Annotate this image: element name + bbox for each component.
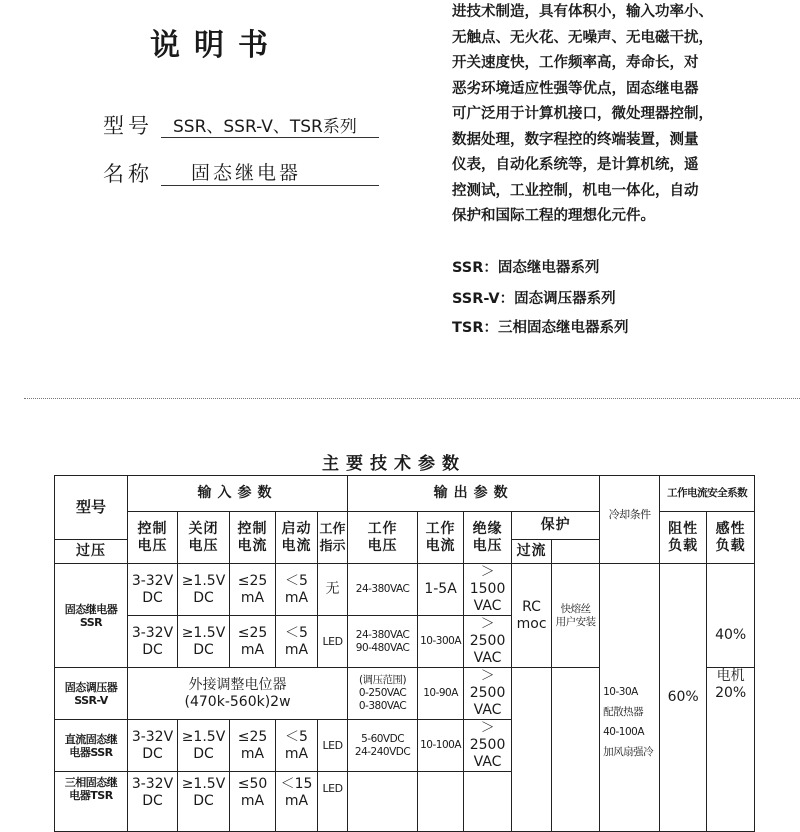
cell-insulation-voltage xyxy=(464,772,512,832)
cell-work-voltage: 24-380VAC 90-480VAC xyxy=(348,616,418,668)
intro-line: 数据处理，数字程控的终端装置，测量 xyxy=(452,131,699,148)
cell-work-current: 10-90A xyxy=(418,668,464,720)
header-start-current: 启动 电流 xyxy=(276,512,318,564)
cell-work-voltage xyxy=(348,772,418,832)
model-label: 型号 xyxy=(103,114,153,138)
cell-work-voltage: 5-60VDC 24-240VDC xyxy=(348,720,418,772)
cell-off-voltage: ≥1.5V DC xyxy=(178,720,230,772)
ssrv-model-name: 固态调压器 SSR-V xyxy=(55,668,128,720)
header-input: 输入参数 xyxy=(128,476,348,512)
model-value: SSR、SSR-V、TSR系列 xyxy=(161,112,379,138)
table-title: 主要技术参数 xyxy=(322,454,466,474)
ssr-model-name: 固态继电器 SSR xyxy=(55,564,128,668)
intro-line: 仪表，自动化系统等，是计算机统，遥 xyxy=(452,157,699,173)
name-value: 固态继电器 xyxy=(161,158,379,186)
cell-start-current: ＜5 mA xyxy=(276,616,318,668)
cell-off-voltage: ≥1.5V DC xyxy=(178,616,230,668)
header-safety: 工作电流安全系数 xyxy=(660,476,755,512)
cell-overcurrent-empty xyxy=(552,668,600,832)
model-field xyxy=(103,110,357,140)
intro-line: 恶劣环境适应性强等优点，固态继电器 xyxy=(452,80,699,97)
header-ctrl-voltage: 控制 电压 xyxy=(128,512,178,564)
cell-ctrl-current: ≤25 mA xyxy=(230,564,276,616)
cell-rc-moc: RC moc xyxy=(512,564,552,668)
name-label: 名称 xyxy=(103,162,153,186)
header-protection: 保护 xyxy=(512,512,600,540)
name-field xyxy=(103,158,302,188)
cell-ctrl-voltage: 3-32V DC xyxy=(128,772,178,832)
cell-overvoltage-empty xyxy=(512,668,552,832)
cell-start-current: ＜5 mA xyxy=(276,564,318,616)
cell-inductive-motor: 电机 20% xyxy=(707,668,755,832)
cell-indicator: LED xyxy=(318,720,348,772)
header-cooling: 冷却条件 xyxy=(600,476,660,564)
cell-work-current: 1-5A xyxy=(418,564,464,616)
intro-line: 进技术制造，具有体积小，输入功率小、 xyxy=(452,4,713,20)
header-ctrl-current: 控制 电流 xyxy=(230,512,276,564)
cell-ctrl-current: ≤25 mA xyxy=(230,616,276,668)
spec-table xyxy=(54,475,755,832)
intro-line: 开关速度快，工作频率高，寿命长，对 xyxy=(452,55,699,71)
header-model: 型号 xyxy=(55,476,128,540)
header-overcurrent: 过流 xyxy=(512,540,552,564)
series-tsr: TSR：三相固态继电器系列 xyxy=(452,320,629,336)
intro-paragraph xyxy=(452,0,798,230)
cell-fuse: 快熔丝 用户安装 xyxy=(552,564,600,668)
cell-indicator: LED xyxy=(318,616,348,668)
cell-start-current: ＜5 mA xyxy=(276,720,318,772)
cell-work-voltage: 24-380VAC xyxy=(348,564,418,616)
header-overvoltage: 过压 xyxy=(55,540,128,564)
dotted-divider xyxy=(24,398,800,399)
header-resistive-load: 阻性 负载 xyxy=(660,512,707,564)
intro-line: 控测试，工业控制，机电一体化，自动 xyxy=(452,182,699,199)
cell-ctrl-voltage: 3-32V DC xyxy=(128,720,178,772)
cell-indicator: LED xyxy=(318,772,348,832)
header-indicator: 工作 指示 xyxy=(318,512,348,564)
cell-insulation-voltage: ＞1500 VAC xyxy=(464,564,512,616)
header-output: 输出参数 xyxy=(348,476,600,512)
cell-indicator: 无 xyxy=(318,564,348,616)
cell-ctrl-current: ≤25 mA xyxy=(230,720,276,772)
intro-line: 可广泛用于计算机接口，微处理器控制， xyxy=(452,106,713,122)
cell-start-current: ＜15 mA xyxy=(276,772,318,832)
series-ssr-v: SSR-V：固态调压器系列 xyxy=(452,291,616,307)
header-inductive-load: 感性 负载 xyxy=(707,512,755,564)
series-ssr: SSR：固态继电器系列 xyxy=(452,260,600,276)
cell-work-current: 10-300A xyxy=(418,616,464,668)
document-title: 说明书 xyxy=(150,28,282,63)
intro-line: 保护和国际工程的理想化元件。 xyxy=(452,208,655,224)
intro-line: 无触点、无火花、无噪声、无电磁干扰， xyxy=(452,29,713,46)
cell-insulation-voltage: ＞2500 VAC xyxy=(464,616,512,668)
cell-work-current: 10-100A xyxy=(418,720,464,772)
table-row xyxy=(55,564,755,616)
header-work-voltage: 工作 电压 xyxy=(348,512,418,564)
cell-ctrl-current: ≤50 mA xyxy=(230,772,276,832)
header-off-voltage: 关闭 电压 xyxy=(178,512,230,564)
cell-insulation-voltage: ＞2500 VAC xyxy=(464,668,512,720)
dc-model-name: 直流固态继 电器SSR xyxy=(55,720,128,772)
cell-work-current xyxy=(418,772,464,832)
cell-resistive-load: 60% xyxy=(660,564,707,832)
cell-inductive-40: 40% xyxy=(707,564,755,668)
header-work-current: 工作 电流 xyxy=(418,512,464,564)
header-insulation-voltage: 绝缘 电压 xyxy=(464,512,512,564)
cell-insulation-voltage: ＞2500 VAC xyxy=(464,720,512,772)
tsr-model-name: 三相固态继 电器TSR xyxy=(55,772,128,832)
cell-ctrl-voltage: 3-32V DC xyxy=(128,564,178,616)
cell-work-voltage: (调压范围) 0-250VAC 0-380VAC xyxy=(348,668,418,720)
cell-off-voltage: ≥1.5V DC xyxy=(178,564,230,616)
cell-off-voltage: ≥1.5V DC xyxy=(178,772,230,832)
cell-ctrl-voltage: 3-32V DC xyxy=(128,616,178,668)
ssrv-input-desc: 外接调整电位器 (470k-560k)2w xyxy=(128,668,348,720)
cell-cooling: 10-30A 配散热器 40-100A 加风扇强冷 xyxy=(600,564,660,832)
